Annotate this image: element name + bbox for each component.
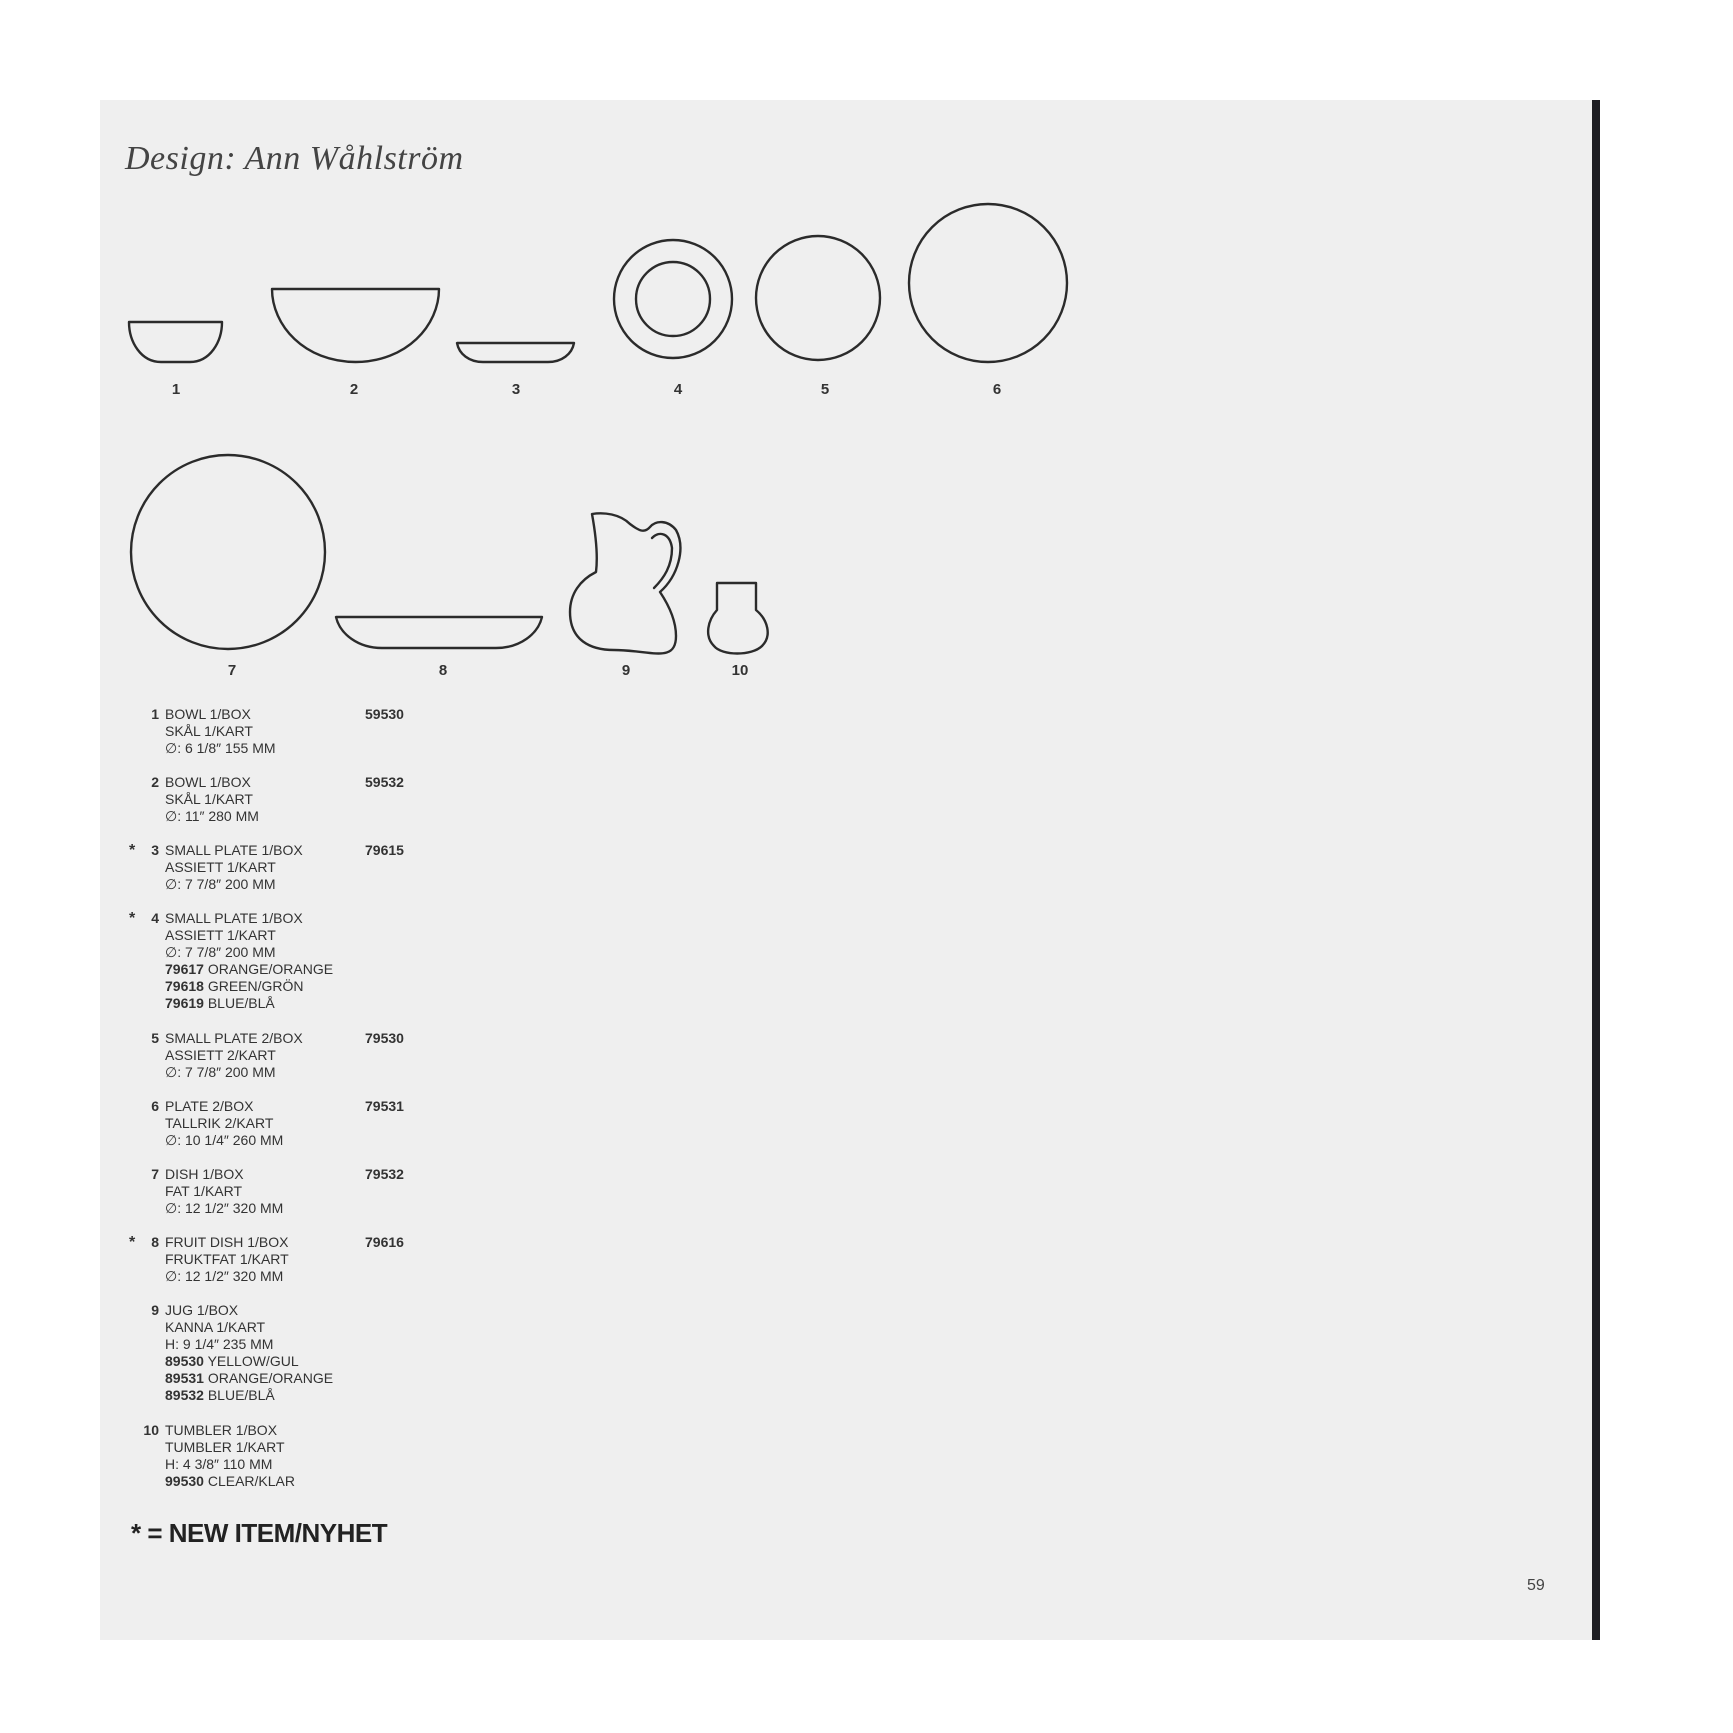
- item-name-en: SMALL PLATE 1/BOX: [165, 842, 303, 858]
- small-plate-well-drawing: [636, 262, 710, 336]
- tumbler-drawing: [708, 583, 768, 654]
- color-variant: [165, 961, 333, 978]
- article-number: 79532: [365, 1166, 404, 1182]
- new-item-star: *: [129, 842, 136, 859]
- figure-number-3: 3: [511, 381, 521, 398]
- article-number: 59532: [365, 774, 404, 790]
- figure-number-1: 1: [171, 381, 181, 398]
- item-number: 1: [151, 706, 159, 722]
- item-name-en: TUMBLER 1/BOX: [165, 1422, 278, 1438]
- new-item-star: *: [129, 1234, 136, 1251]
- small-plate-profile-drawing: [457, 343, 574, 362]
- item-size: ∅: 12 1/2″ 320 MM: [165, 1268, 284, 1284]
- small-plate-clear-drawing: [756, 236, 880, 360]
- item-size: ∅: 6 1/8″ 155 MM: [165, 740, 276, 756]
- figure-number-8: 8: [438, 662, 448, 679]
- item-description: [165, 1234, 289, 1285]
- item-number: 10: [143, 1422, 159, 1438]
- new-item-star: *: [129, 910, 136, 927]
- item-name-sv: FRUKTFAT 1/KART: [165, 1251, 289, 1267]
- item-number: 7: [151, 1166, 159, 1182]
- item-number: 9: [151, 1302, 159, 1318]
- color-variant: [165, 1353, 333, 1370]
- item-name-sv: ASSIETT 1/KART: [165, 927, 276, 943]
- item-number: 6: [151, 1098, 159, 1114]
- figure-number-2: 2: [349, 381, 359, 398]
- item-name-en: BOWL 1/BOX: [165, 706, 251, 722]
- designer-title: Design: Ann Wåhlström: [125, 140, 464, 177]
- figure-number-6: 6: [992, 381, 1002, 398]
- item-number: 3: [151, 842, 159, 858]
- item-description: [165, 1302, 333, 1404]
- variant-code: 99530: [165, 1473, 204, 1489]
- variant-color: ORANGE/ORANGE: [207, 1370, 334, 1386]
- article-number: 59530: [365, 706, 404, 722]
- item-name-en: FRUIT DISH 1/BOX: [165, 1234, 289, 1250]
- item-name-sv: SKÅL 1/KART: [165, 791, 253, 807]
- variant-code: 79617: [165, 961, 204, 977]
- fruit-dish-drawing: [336, 617, 542, 648]
- item-number: 2: [151, 774, 159, 790]
- item-size: ∅: 11″ 280 MM: [165, 808, 259, 824]
- color-variant: [165, 1387, 333, 1404]
- item-size: ∅: 10 1/4″ 260 MM: [165, 1132, 284, 1148]
- bowl-small-drawing: [129, 322, 222, 362]
- item-size: ∅: 7 7/8″ 200 MM: [165, 876, 276, 892]
- item-name-sv: ASSIETT 1/KART: [165, 859, 276, 875]
- item-description: [165, 1098, 283, 1149]
- variant-code: 89530: [165, 1353, 204, 1369]
- variant-color: YELLOW/GUL: [207, 1353, 299, 1369]
- variant-code: 89532: [165, 1387, 204, 1403]
- item-description: [165, 774, 259, 825]
- bowl-large-drawing: [272, 289, 439, 362]
- item-number: 8: [151, 1234, 159, 1250]
- plate-drawing: [909, 204, 1067, 362]
- variant-code: 79618: [165, 978, 204, 994]
- variant-code: 79619: [165, 995, 204, 1011]
- item-name-en: SMALL PLATE 2/BOX: [165, 1030, 303, 1046]
- jug-handle-inner: [652, 534, 672, 588]
- color-variant: [165, 1473, 295, 1490]
- article-number: 79531: [365, 1098, 404, 1114]
- variant-color: GREEN/GRÖN: [207, 978, 304, 994]
- item-number: 5: [151, 1030, 159, 1046]
- item-description: [165, 910, 333, 1012]
- variant-color: ORANGE/ORANGE: [207, 961, 334, 977]
- figure-number-5: 5: [820, 381, 830, 398]
- new-item-legend: * = NEW ITEM/NYHET: [131, 1518, 388, 1548]
- item-number: 4: [151, 910, 159, 926]
- dish-drawing: [131, 455, 325, 649]
- figure-number-4: 4: [673, 381, 683, 398]
- figure-number-10: 10: [731, 662, 749, 679]
- item-description: [165, 842, 303, 893]
- item-description: [165, 1166, 283, 1217]
- item-name-en: DISH 1/BOX: [165, 1166, 244, 1182]
- variant-color: BLUE/BLÅ: [207, 995, 275, 1011]
- item-description: [165, 1422, 295, 1490]
- article-number: 79615: [365, 842, 404, 858]
- item-size: H: 9 1/4″ 235 MM: [165, 1336, 274, 1352]
- small-plate-rim-drawing: [614, 240, 732, 358]
- item-description: [165, 1030, 303, 1081]
- figure-number-7: 7: [227, 662, 237, 679]
- item-description: [165, 706, 276, 757]
- item-name-sv: TUMBLER 1/KART: [165, 1439, 285, 1455]
- item-size: ∅: 7 7/8″ 200 MM: [165, 1064, 276, 1080]
- item-name-en: BOWL 1/BOX: [165, 774, 251, 790]
- item-name-en: PLATE 2/BOX: [165, 1098, 254, 1114]
- figure-number-9: 9: [621, 662, 631, 679]
- variant-color: BLUE/BLÅ: [207, 1387, 275, 1403]
- item-size: ∅: 7 7/8″ 200 MM: [165, 944, 276, 960]
- item-name-sv: KANNA 1/KART: [165, 1319, 266, 1335]
- article-number: 79616: [365, 1234, 404, 1250]
- item-name-sv: ASSIETT 2/KART: [165, 1047, 276, 1063]
- color-variant: [165, 1370, 333, 1387]
- item-name-sv: FAT 1/KART: [165, 1183, 243, 1199]
- color-variant: [165, 978, 333, 995]
- item-name-en: SMALL PLATE 1/BOX: [165, 910, 303, 926]
- item-name-sv: TALLRIK 2/KART: [165, 1115, 274, 1131]
- page-number: 59: [1527, 1577, 1545, 1594]
- variant-code: 89531: [165, 1370, 204, 1386]
- variant-color: CLEAR/KLAR: [207, 1473, 295, 1489]
- item-name-sv: SKÅL 1/KART: [165, 723, 253, 739]
- item-name-en: JUG 1/BOX: [165, 1302, 239, 1318]
- color-variant: [165, 995, 333, 1012]
- article-number: 79530: [365, 1030, 404, 1046]
- item-size: ∅: 12 1/2″ 320 MM: [165, 1200, 284, 1216]
- item-size: H: 4 3/8″ 110 MM: [165, 1456, 273, 1472]
